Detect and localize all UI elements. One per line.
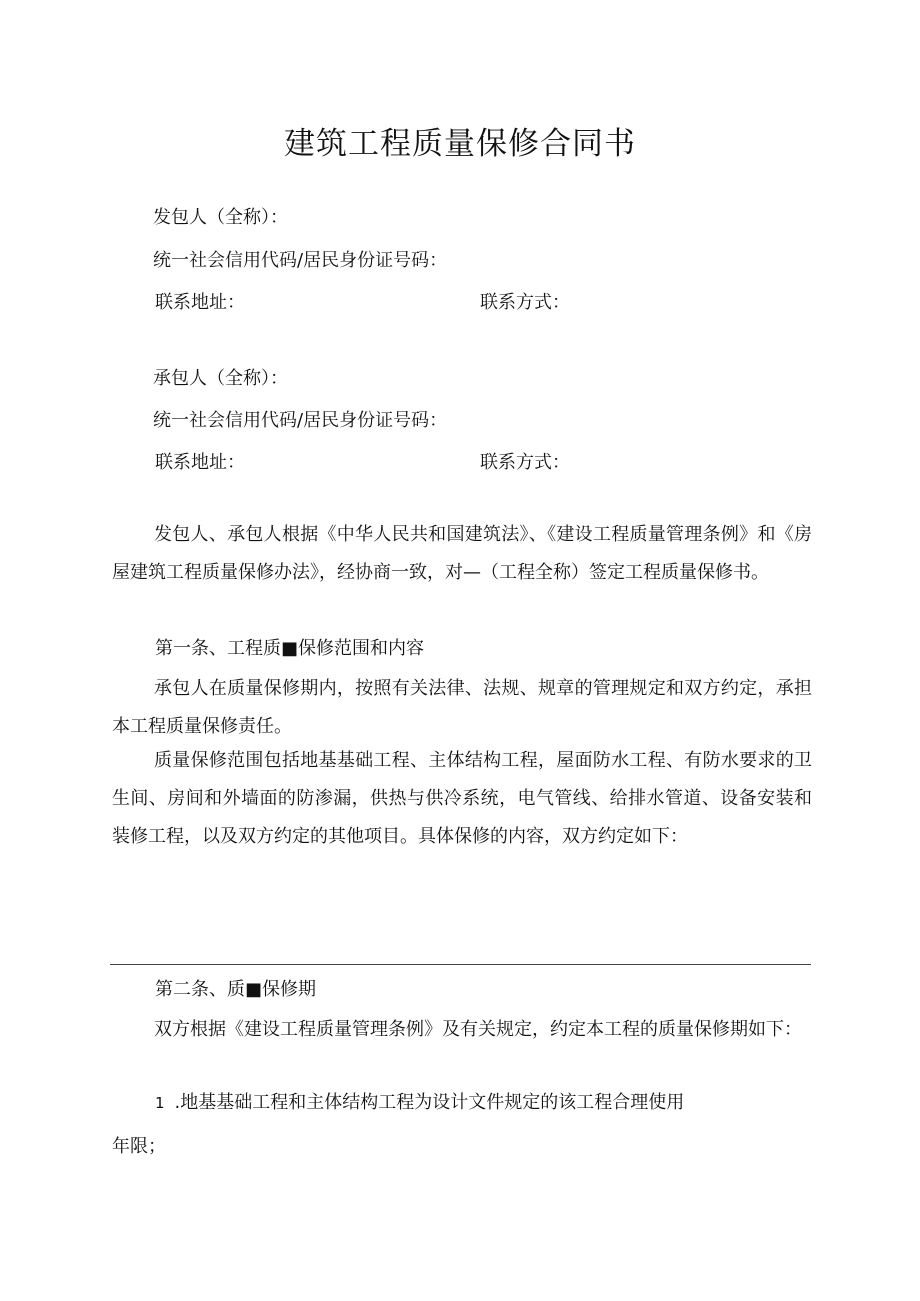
contractor-credit-code-label: 统一社会信用代码/居民身份证号码： [153,410,448,431]
horizontal-divider [110,964,811,965]
employer-credit-code-label: 统一社会信用代码/居民身份证号码： [153,250,448,271]
article2-item1-text: .地基基础工程和主体结构工程为设计文件规定的该工程合理使用 [174,1092,685,1113]
article2-item1-number: 1 [155,1094,165,1112]
employer-contact-label: 联系方式： [480,292,570,313]
article2-paragraph-1: 双方根据《建设工程质量管理条例》及有关规定，约定本工程的质量保修期如下： [154,1019,802,1040]
document-title: 建筑工程质量保修合同书 [284,126,636,162]
employer-name-label: 发包人（全称）： [153,207,288,228]
contractor-name-label: 承包人（全称）： [153,368,288,389]
article1-heading: 第一条、工程质■保修范围和内容 [155,638,425,659]
article2-item1 [155,1090,684,1116]
article2-heading: 第二条、质■保修期 [155,979,317,1000]
contractor-contact-label: 联系方式： [480,452,570,473]
article1-paragraph-2: 质量保修范围包括地基基础工程、主体结构工程，屋面防水工程、有防水要求的卫生间、房间和外墙面的防渗漏，供热与供冷系统，电气管线、给排水管道、设备安装和装修工程，以及双方约定的其他项目。具体保修的内容，双方约定如下： [112,750,812,847]
article1-paragraph-1: 承包人在质量保修期内，按照有关法律、法规、规章的管理规定和双方约定，承担本工程质量保修责任。 [112,678,812,737]
intro-paragraph: 发包人、承包人根据《中华人民共和国建筑法》、《建设工程质量管理条例》和《房屋建筑工程质量保修办法》，经协商一致，对—（工程全称）签定工程质量保修书。 [112,524,812,583]
contractor-address-label: 联系地址： [155,452,245,473]
article2-item1-continuation: 年限； [112,1136,166,1157]
employer-address-label: 联系地址： [155,292,245,313]
